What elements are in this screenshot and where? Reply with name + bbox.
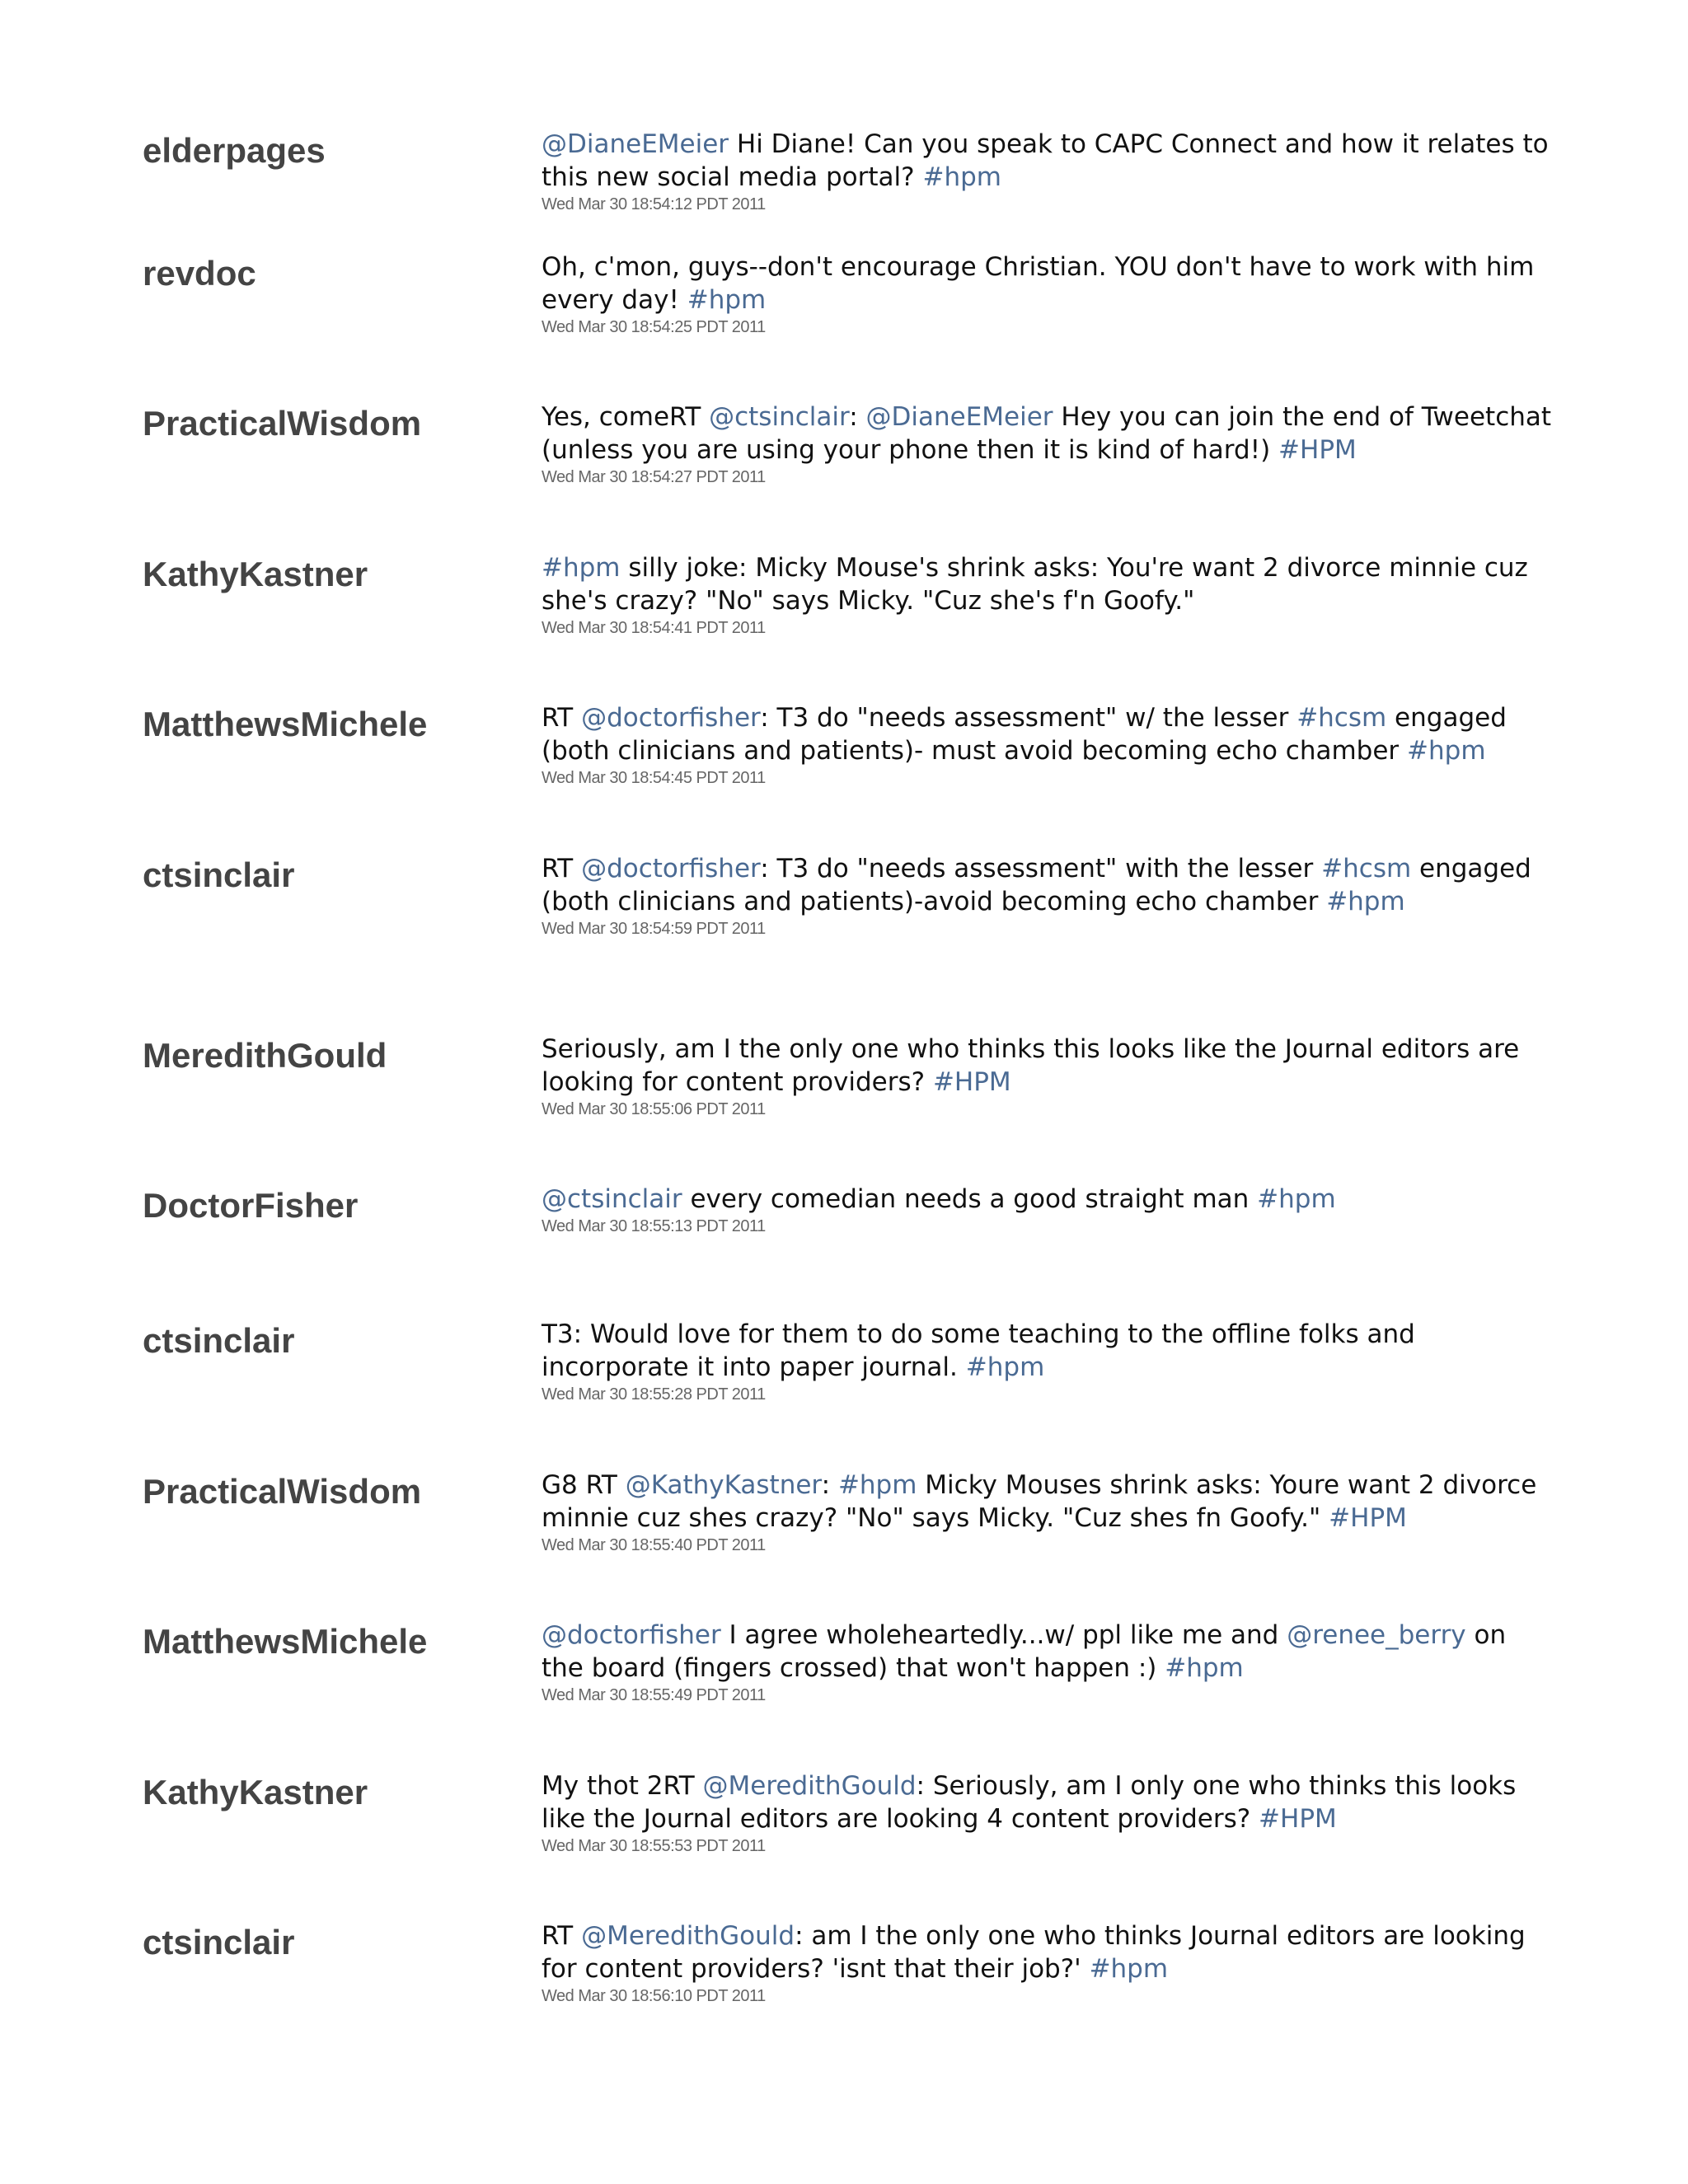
tweet-text <box>542 251 1555 316</box>
hashtag-link[interactable]: #hpm <box>1407 736 1486 766</box>
tweet-timestamp: Wed Mar 30 18:54:27 PDT 2011 <box>542 468 766 486</box>
tweet-text-segment: G8 RT <box>542 1470 626 1500</box>
tweet-username: KathyKastner <box>143 1773 368 1811</box>
hashtag-link[interactable]: #HPM <box>1259 1804 1337 1834</box>
tweet-text-segment: silly joke: Micky Mouse's shrink asks: You're want 2 divorce minnie cuz she's crazy? "No" says Micky. "Cuz she's f'n Goofy." <box>542 553 1528 616</box>
tweet-timestamp: Wed Mar 30 18:55:28 PDT 2011 <box>542 1385 766 1404</box>
tweet-body <box>542 1033 1555 1118</box>
tweet-text-segment: My thot 2RT <box>542 1771 703 1801</box>
hashtag-link[interactable]: #hpm <box>965 1352 1045 1382</box>
tweet-text <box>542 852 1555 918</box>
tweet-username: MatthewsMichele <box>143 1622 428 1661</box>
tweet-body <box>542 251 1555 336</box>
tweet-text-segment: : Seriously, am I only one who thinks this looks like the Journal editors are looking 4 content providers? <box>542 1771 1517 1834</box>
mention-link[interactable]: @doctorfisher <box>542 1620 721 1650</box>
hashtag-link[interactable]: #hcsm <box>1296 703 1387 733</box>
tweet-text-segment: : <box>849 402 866 432</box>
tweet-body <box>542 701 1555 787</box>
tweet-text-segment: : T3 do "needs assessment" with the lesser <box>760 854 1322 883</box>
mention-link[interactable]: @MeredithGould <box>581 1921 795 1951</box>
tweet-text-segment: Hey you can join the end of Tweetchat (unless you are using your phone then it is kind of hard!) <box>542 402 1552 465</box>
mention-link[interactable]: @ctsinclair <box>709 402 850 432</box>
tweet-body <box>542 128 1555 213</box>
hashtag-link[interactable]: #hpm <box>687 285 767 315</box>
mention-link[interactable]: @ctsinclair <box>542 1184 682 1214</box>
tweet-username: KathyKastner <box>143 555 368 593</box>
tweet-body <box>542 1318 1555 1404</box>
tweet-text-segment: engaged (both clinicians and patients)-avoid becoming echo chamber <box>542 854 1531 916</box>
tweet-text <box>542 401 1555 466</box>
mention-link[interactable]: @KathyKastner <box>625 1470 822 1500</box>
tweet-body <box>542 401 1555 486</box>
tweet-body <box>542 551 1555 637</box>
tweet-timestamp: Wed Mar 30 18:55:13 PDT 2011 <box>542 1217 766 1235</box>
tweet-text <box>542 1619 1555 1685</box>
tweet-text-segment: Hi Diane! Can you speak to CAPC Connect and how it relates to this new social media portal? <box>542 129 1549 192</box>
hashtag-link[interactable]: #hpm <box>1257 1184 1336 1214</box>
tweet-text-segment: RT <box>542 1921 582 1951</box>
tweet-timestamp: Wed Mar 30 18:54:59 PDT 2011 <box>542 920 766 938</box>
tweet-text-segment: on the board (fingers crossed) that won't happen :) <box>542 1620 1507 1683</box>
tweet-body <box>542 1769 1555 1855</box>
tweet-text <box>542 1919 1555 1985</box>
tweet-text-segment: engaged (both clinicians and patients)- must avoid becoming echo chamber <box>542 703 1507 766</box>
tweet-timestamp: Wed Mar 30 18:55:53 PDT 2011 <box>542 1837 766 1855</box>
tweet-text <box>542 551 1555 617</box>
tweet-username: MeredithGould <box>143 1036 387 1075</box>
hashtag-link[interactable]: #hpm <box>1089 1954 1169 1984</box>
tweet-text <box>542 1769 1555 1835</box>
tweet-text-segment: RT <box>542 854 582 883</box>
tweet-timestamp: Wed Mar 30 18:54:45 PDT 2011 <box>542 769 766 787</box>
tweet-text-segment: Oh, c'mon, guys--don't encourage Christian. YOU don't have to work with him every day! <box>542 252 1535 315</box>
tweet-text-segment: T3: Would love for them to do some teaching to the offline folks and incorporate it into paper journal. <box>542 1319 1415 1382</box>
tweet-username: ctsinclair <box>143 1321 295 1360</box>
mention-link[interactable]: @DianeEMeier <box>865 402 1053 432</box>
tweet-text-segment: Seriously, am I the only one who thinks this looks like the Journal editors are looking for content providers? <box>542 1034 1520 1097</box>
tweet-username: elderpages <box>143 131 326 170</box>
tweet-text-segment: Micky Mouses shrink asks: Youre want 2 divorce minnie cuz shes crazy? "No" says Micky. "Cuz shes fn Goofy." <box>542 1470 1537 1533</box>
hashtag-link[interactable]: #hpm <box>542 553 621 583</box>
tweet-text <box>542 1469 1555 1535</box>
tweet-username: revdoc <box>143 254 256 293</box>
mention-link[interactable]: @doctorfisher <box>581 854 761 883</box>
hashtag-link[interactable]: #hcsm <box>1321 854 1412 883</box>
tweet-body <box>542 1619 1555 1704</box>
tweet-body <box>542 852 1555 938</box>
tweet-timestamp: Wed Mar 30 18:54:25 PDT 2011 <box>542 318 766 336</box>
tweet-username: MatthewsMichele <box>143 705 428 743</box>
tweet-text-segment: : am I the only one who thinks Journal editors are looking for content providers? 'isnt that their job?' <box>542 1921 1526 1984</box>
hashtag-link[interactable]: #HPM <box>932 1067 1011 1097</box>
tweet-text-segment: every comedian needs a good straight man <box>682 1184 1258 1214</box>
tweet-timestamp: Wed Mar 30 18:56:10 PDT 2011 <box>542 1987 766 2005</box>
hashtag-link[interactable]: #HPM <box>1329 1503 1407 1533</box>
hashtag-link[interactable]: #hpm <box>837 1470 917 1500</box>
hashtag-link[interactable]: #hpm <box>1326 887 1405 916</box>
tweet-text-segment: RT <box>542 703 582 733</box>
tweet-body <box>542 1183 1555 1235</box>
mention-link[interactable]: @doctorfisher <box>581 703 761 733</box>
tweet-timestamp: Wed Mar 30 18:55:06 PDT 2011 <box>542 1100 766 1118</box>
tweet-text <box>542 1318 1555 1384</box>
mention-link[interactable]: @MeredithGould <box>702 1771 917 1801</box>
tweet-text <box>542 1033 1555 1099</box>
tweet-text <box>542 128 1555 194</box>
tweet-username: ctsinclair <box>143 1923 295 1961</box>
hashtag-link[interactable]: #HPM <box>1278 435 1357 465</box>
tweet-username: ctsinclair <box>143 855 295 894</box>
tweet-username: DoctorFisher <box>143 1186 359 1225</box>
mention-link[interactable]: @renee_berry <box>1287 1620 1466 1650</box>
hashtag-link[interactable]: #hpm <box>1165 1653 1244 1683</box>
tweet-text-segment: : T3 do "needs assessment" w/ the lesser <box>760 703 1297 733</box>
tweet-timestamp: Wed Mar 30 18:54:41 PDT 2011 <box>542 619 766 637</box>
tweet-text <box>542 701 1555 767</box>
tweet-username: PracticalWisdom <box>143 1472 422 1511</box>
mention-link[interactable]: @DianeEMeier <box>542 129 729 159</box>
tweet-text-segment: Yes, comeRT <box>542 402 710 432</box>
hashtag-link[interactable]: #hpm <box>922 162 1001 192</box>
tweet-text-segment: I agree wholeheartedly...w/ ppl like me and <box>720 1620 1287 1650</box>
tweet-timestamp: Wed Mar 30 18:55:40 PDT 2011 <box>542 1536 766 1554</box>
tweet-timestamp: Wed Mar 30 18:54:12 PDT 2011 <box>542 195 766 213</box>
tweet-text-segment: : <box>821 1470 838 1500</box>
tweet-text <box>542 1183 1555 1216</box>
tweet-body <box>542 1919 1555 2005</box>
tweet-body <box>542 1469 1555 1554</box>
tweet-username: PracticalWisdom <box>143 404 422 443</box>
tweet-timestamp: Wed Mar 30 18:55:49 PDT 2011 <box>542 1686 766 1704</box>
